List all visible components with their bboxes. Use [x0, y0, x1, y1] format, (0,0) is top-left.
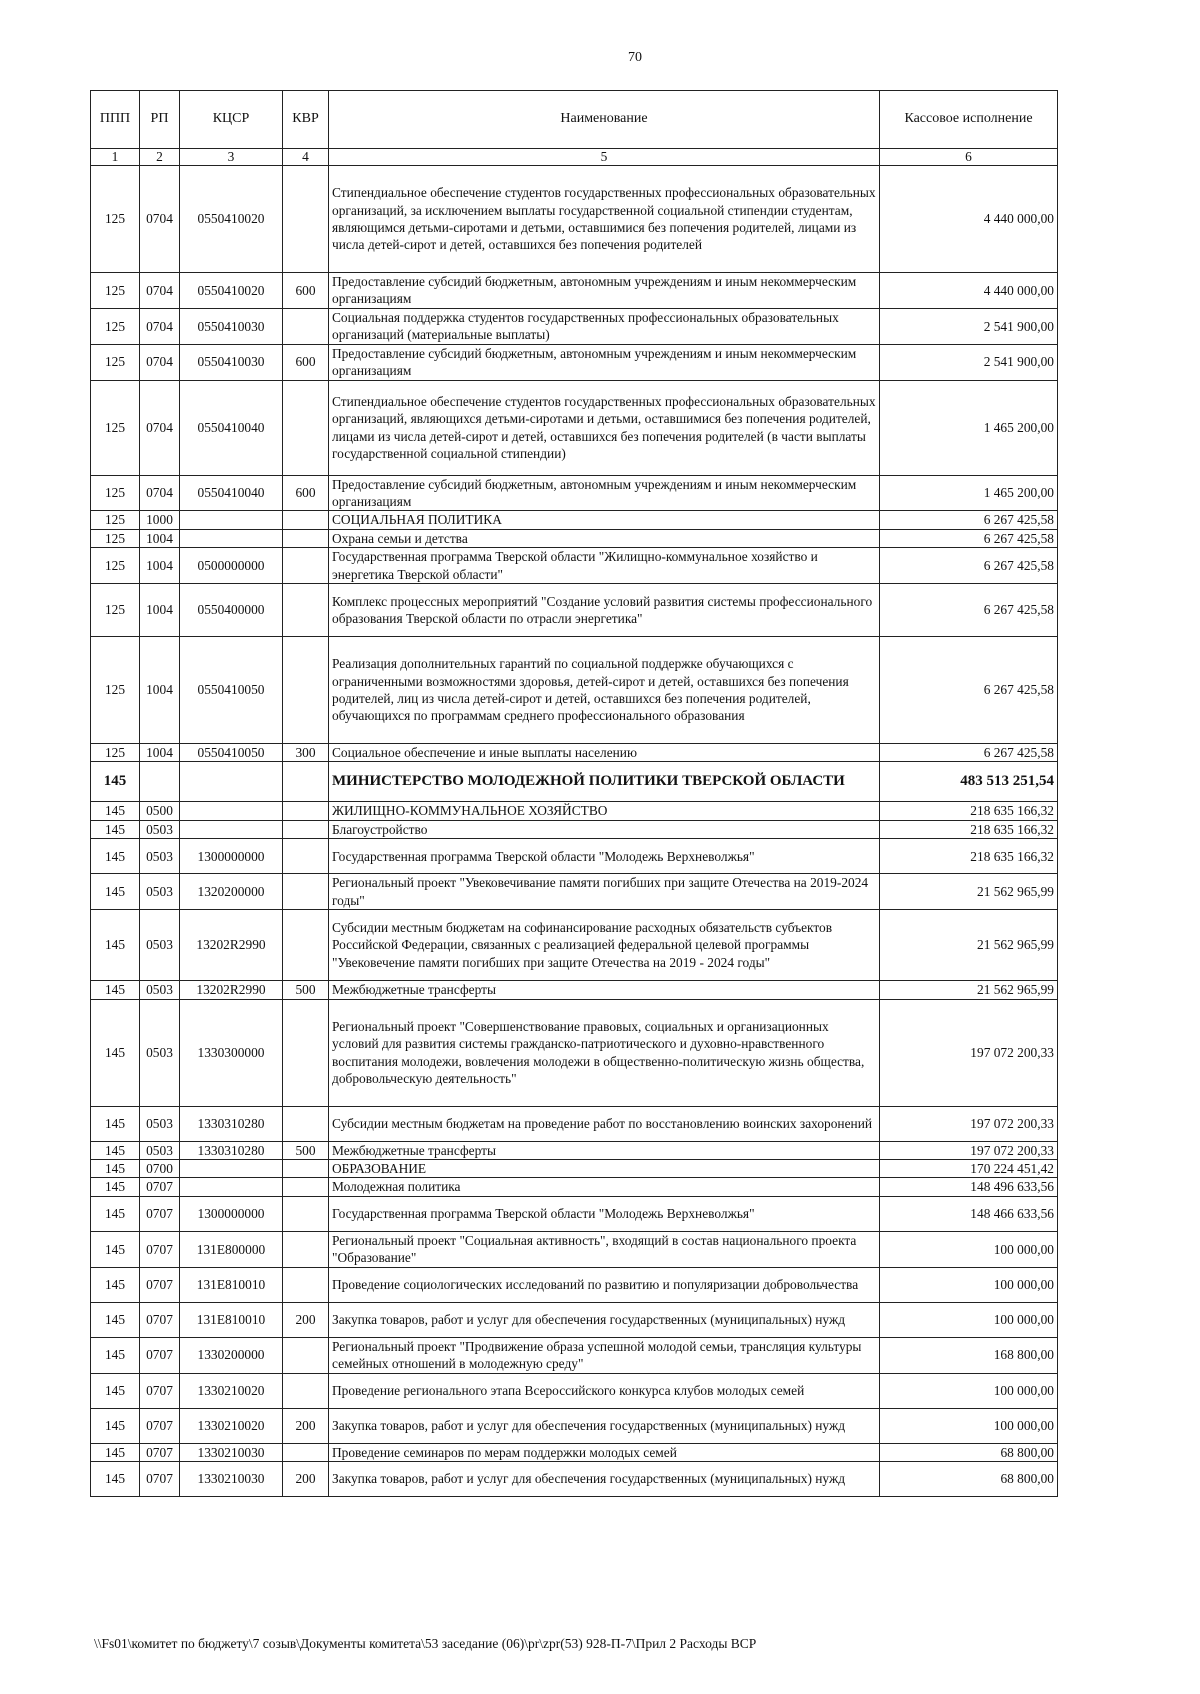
cell-name: Охрана семьи и детства — [329, 529, 880, 547]
table-row — [91, 1461, 1058, 1496]
cell-rp: 0503 — [140, 874, 180, 910]
cell-name: ОБРАЗОВАНИЕ — [329, 1160, 880, 1178]
column-number: 4 — [283, 149, 329, 166]
cell-kvr — [283, 380, 329, 475]
table-row — [91, 981, 1058, 999]
cell-ppp: 125 — [91, 529, 140, 547]
cell-kvr — [283, 910, 329, 981]
table-row — [91, 910, 1058, 981]
table-row — [91, 1443, 1058, 1461]
table-row — [91, 637, 1058, 744]
cell-kvr — [283, 1337, 329, 1373]
cell-amount: 4 440 000,00 — [880, 273, 1058, 309]
cell-name: Закупка товаров, работ и услуг для обеспечения государственных (муниципальных) нужд — [329, 1408, 880, 1443]
table-row — [91, 820, 1058, 838]
cell-kcsr: 131E800000 — [180, 1231, 283, 1267]
cell-name: Субсидии местным бюджетам на проведение работ по восстановлению воинских захоронений — [329, 1106, 880, 1141]
cell-kcsr: 0550410050 — [180, 637, 283, 744]
cell-kvr — [283, 1373, 329, 1408]
cell-amount: 100 000,00 — [880, 1373, 1058, 1408]
cell-kvr: 500 — [283, 981, 329, 999]
cell-kcsr: 1320200000 — [180, 874, 283, 910]
cell-kcsr: 0500000000 — [180, 548, 283, 584]
cell-kcsr: 1330210020 — [180, 1373, 283, 1408]
cell-amount: 6 267 425,58 — [880, 744, 1058, 762]
cell-amount: 21 562 965,99 — [880, 981, 1058, 999]
cell-rp: 0707 — [140, 1461, 180, 1496]
cell-kvr — [283, 802, 329, 820]
cell-ppp: 145 — [91, 1408, 140, 1443]
cell-kvr — [283, 166, 329, 273]
cell-rp: 0707 — [140, 1231, 180, 1267]
cell-amount: 68 800,00 — [880, 1461, 1058, 1496]
cell-kvr: 600 — [283, 344, 329, 380]
cell-rp: 1004 — [140, 548, 180, 584]
cell-rp: 0704 — [140, 344, 180, 380]
cell-name: Государственная программа Тверской области "Молодежь Верхневолжья" — [329, 1196, 880, 1231]
column-number: 5 — [329, 149, 880, 166]
cell-kvr — [283, 999, 329, 1106]
cell-amount: 6 267 425,58 — [880, 637, 1058, 744]
column-number: 2 — [140, 149, 180, 166]
cell-kcsr: 131E810010 — [180, 1302, 283, 1337]
cell-amount: 1 465 200,00 — [880, 475, 1058, 511]
cell-kvr — [283, 637, 329, 744]
cell-ppp: 145 — [91, 1267, 140, 1302]
cell-rp: 0503 — [140, 981, 180, 999]
cell-rp: 0707 — [140, 1267, 180, 1302]
cell-kvr — [283, 1106, 329, 1141]
cell-kvr: 200 — [283, 1302, 329, 1337]
table-row — [91, 802, 1058, 820]
cell-amount: 100 000,00 — [880, 1302, 1058, 1337]
table-row — [91, 166, 1058, 273]
cell-name: Комплекс процессных мероприятий "Создание условий развития системы профессионального образования Тверской области по отрасли энергетика" — [329, 584, 880, 637]
cell-amount: 100 000,00 — [880, 1408, 1058, 1443]
table-row — [91, 839, 1058, 874]
table-row — [91, 1408, 1058, 1443]
cell-kcsr — [180, 820, 283, 838]
cell-amount: 170 224 451,42 — [880, 1160, 1058, 1178]
cell-amount: 197 072 200,33 — [880, 1141, 1058, 1159]
table-row — [91, 1231, 1058, 1267]
cell-rp: 1004 — [140, 744, 180, 762]
cell-ppp: 125 — [91, 584, 140, 637]
cell-name: Социальное обеспечение и иные выплаты населению — [329, 744, 880, 762]
cell-name: Социальная поддержка студентов государственных профессиональных образовательных организаций (материальные выплаты) — [329, 308, 880, 344]
cell-kvr — [283, 1231, 329, 1267]
cell-kcsr: 0550410040 — [180, 475, 283, 511]
cell-ppp: 145 — [91, 1373, 140, 1408]
cell-kcsr: 0550400000 — [180, 584, 283, 637]
cell-amount: 100 000,00 — [880, 1267, 1058, 1302]
cell-amount: 197 072 200,33 — [880, 1106, 1058, 1141]
cell-rp: 0700 — [140, 1160, 180, 1178]
cell-amount: 68 800,00 — [880, 1443, 1058, 1461]
header-row — [91, 91, 1058, 149]
table-row — [91, 1160, 1058, 1178]
cell-kcsr — [180, 529, 283, 547]
cell-rp: 0503 — [140, 820, 180, 838]
cell-amount: 4 440 000,00 — [880, 166, 1058, 273]
cell-kcsr: 1330210020 — [180, 1408, 283, 1443]
cell-kvr — [283, 1178, 329, 1196]
cell-name: Субсидии местным бюджетам на софинансирование расходных обязательств субъектов Российской Федерации, связанных с реализацией федеральной целевой программы "Увековечение памяти погибших при защите Отечества на 2019 - 2024 годы" — [329, 910, 880, 981]
cell-ppp: 145 — [91, 1461, 140, 1496]
cell-name: Проведение регионального этапа Всероссийского конкурса клубов молодых семей — [329, 1373, 880, 1408]
page-number: 70 — [628, 50, 642, 65]
cell-kvr — [283, 529, 329, 547]
cell-kcsr: 0550410050 — [180, 744, 283, 762]
cell-ppp: 145 — [91, 762, 140, 802]
column-number: 3 — [180, 149, 283, 166]
cell-amount: 218 635 166,32 — [880, 802, 1058, 820]
cell-name: Межбюджетные трансферты — [329, 981, 880, 999]
cell-name: Закупка товаров, работ и услуг для обеспечения государственных (муниципальных) нужд — [329, 1302, 880, 1337]
table-row — [91, 1267, 1058, 1302]
header-rp: РП — [140, 91, 180, 149]
header-name: Наименование — [329, 91, 880, 149]
cell-rp: 0704 — [140, 166, 180, 273]
cell-name: Государственная программа Тверской области "Жилищно-коммунальное хозяйство и энергетика Тверской области" — [329, 548, 880, 584]
cell-amount: 6 267 425,58 — [880, 529, 1058, 547]
cell-rp: 0707 — [140, 1337, 180, 1373]
cell-kcsr: 1330310280 — [180, 1141, 283, 1159]
column-number: 1 — [91, 149, 140, 166]
cell-kvr — [283, 820, 329, 838]
cell-kvr — [283, 1160, 329, 1178]
cell-ppp: 125 — [91, 308, 140, 344]
cell-ppp: 125 — [91, 511, 140, 529]
column-number-row — [91, 149, 1058, 166]
cell-amount: 483 513 251,54 — [880, 762, 1058, 802]
cell-ppp: 145 — [91, 839, 140, 874]
cell-name: Предоставление субсидий бюджетным, автономным учреждениям и иным некоммерческим организациям — [329, 273, 880, 309]
cell-name: Региональный проект "Увековечивание памяти погибших при защите Отечества на 2019-2024 годы" — [329, 874, 880, 910]
cell-kcsr — [180, 802, 283, 820]
cell-ppp: 125 — [91, 475, 140, 511]
cell-rp: 0707 — [140, 1373, 180, 1408]
cell-kvr: 300 — [283, 744, 329, 762]
cell-rp: 0704 — [140, 380, 180, 475]
cell-kcsr: 1330300000 — [180, 999, 283, 1106]
table-row — [91, 744, 1058, 762]
cell-rp: 0503 — [140, 1141, 180, 1159]
cell-name: СОЦИАЛЬНАЯ ПОЛИТИКА — [329, 511, 880, 529]
cell-amount: 100 000,00 — [880, 1231, 1058, 1267]
cell-kvr — [283, 584, 329, 637]
cell-kcsr: 0550410030 — [180, 308, 283, 344]
cell-kcsr: 1330310280 — [180, 1106, 283, 1141]
cell-rp: 0707 — [140, 1302, 180, 1337]
cell-kvr — [283, 511, 329, 529]
cell-kvr — [283, 1443, 329, 1461]
cell-amount: 2 541 900,00 — [880, 308, 1058, 344]
cell-name: Предоставление субсидий бюджетным, автономным учреждениям и иным некоммерческим организациям — [329, 475, 880, 511]
table-row — [91, 874, 1058, 910]
header-ppp: ППП — [91, 91, 140, 149]
table-row — [91, 1302, 1058, 1337]
cell-ppp: 145 — [91, 1302, 140, 1337]
column-number: 6 — [880, 149, 1058, 166]
cell-name: Реализация дополнительных гарантий по социальной поддержке обучающихся с ограниченными возможностями здоровья, детей-сирот и детей, оставшихся без попечения родителей, лиц из числа детей-сирот и детей, оставшихся без попечения родителей, обучающихся по программам среднего профессионального образования — [329, 637, 880, 744]
cell-kcsr: 13202R2990 — [180, 910, 283, 981]
cell-name: Стипендиальное обеспечение студентов государственных профессиональных образовательных организаций, являющихся детьми-сиротами и детьми, оставшимися без попечения родителей, лицами из числа детей-сирот и детей, оставшихся без попечения родителей (в части выплаты государственной социальной стипендии) — [329, 380, 880, 475]
cell-ppp: 145 — [91, 802, 140, 820]
cell-name: Благоустройство — [329, 820, 880, 838]
cell-ppp: 145 — [91, 820, 140, 838]
cell-kvr — [283, 1196, 329, 1231]
cell-name: Стипендиальное обеспечение студентов государственных профессиональных образовательных организаций, за исключением выплаты государственной социальной стипендии студентам, являющимся детьми-сиротами и детьми, оставшимися без попечения родителей, лицами из числа детей-сирот и детей, оставшихся без попечения родителей — [329, 166, 880, 273]
cell-amount: 197 072 200,33 — [880, 999, 1058, 1106]
table-row — [91, 584, 1058, 637]
cell-ppp: 145 — [91, 981, 140, 999]
cell-name: Государственная программа Тверской области "Молодежь Верхневолжья" — [329, 839, 880, 874]
header-amount: Кассовое исполнение — [880, 91, 1058, 149]
cell-amount: 218 635 166,32 — [880, 839, 1058, 874]
cell-amount: 2 541 900,00 — [880, 344, 1058, 380]
cell-name: Молодежная политика — [329, 1178, 880, 1196]
footer-file-path: \\Fs01\комитет по бюджету\7 созыв\Документы комитета\53 заседание (06)\pr\zpr(53) 928-П-7\Прил 2 Расходы ВСР — [94, 1636, 757, 1651]
table-row — [91, 1141, 1058, 1159]
cell-ppp: 145 — [91, 1231, 140, 1267]
cell-rp: 1004 — [140, 584, 180, 637]
cell-rp: 0503 — [140, 910, 180, 981]
cell-kcsr — [180, 762, 283, 802]
cell-kvr — [283, 308, 329, 344]
table-row — [91, 511, 1058, 529]
cell-kcsr: 1300000000 — [180, 1196, 283, 1231]
cell-name: Межбюджетные трансферты — [329, 1141, 880, 1159]
cell-kvr — [283, 762, 329, 802]
cell-rp: 0503 — [140, 839, 180, 874]
table-row — [91, 1337, 1058, 1373]
cell-ppp: 125 — [91, 380, 140, 475]
cell-kcsr: 131E810010 — [180, 1267, 283, 1302]
cell-kvr: 200 — [283, 1408, 329, 1443]
cell-amount: 6 267 425,58 — [880, 584, 1058, 637]
cell-kvr — [283, 874, 329, 910]
table-row — [91, 475, 1058, 511]
cell-amount: 1 465 200,00 — [880, 380, 1058, 475]
cell-ppp: 145 — [91, 1141, 140, 1159]
cell-kvr: 600 — [283, 273, 329, 309]
cell-name: Закупка товаров, работ и услуг для обеспечения государственных (муниципальных) нужд — [329, 1461, 880, 1496]
cell-rp: 0503 — [140, 999, 180, 1106]
cell-rp: 1004 — [140, 637, 180, 744]
table-row — [91, 1373, 1058, 1408]
cell-kvr — [283, 548, 329, 584]
header-kcsr: КЦСР — [180, 91, 283, 149]
cell-kvr: 200 — [283, 1461, 329, 1496]
table-row — [91, 344, 1058, 380]
cell-rp: 0707 — [140, 1408, 180, 1443]
table-row — [91, 1196, 1058, 1231]
cell-name: Проведение социологических исследований по развитию и популяризации добровольчества — [329, 1267, 880, 1302]
cell-name: ЖИЛИЩНО-КОММУНАЛЬНОЕ ХОЗЯЙСТВО — [329, 802, 880, 820]
cell-kcsr — [180, 1160, 283, 1178]
cell-ppp: 145 — [91, 874, 140, 910]
cell-ppp: 125 — [91, 344, 140, 380]
cell-ppp: 145 — [91, 1443, 140, 1461]
cell-ppp: 145 — [91, 1337, 140, 1373]
cell-ppp: 145 — [91, 1106, 140, 1141]
cell-ppp: 125 — [91, 548, 140, 584]
cell-kcsr: 1330210030 — [180, 1461, 283, 1496]
table-row — [91, 1178, 1058, 1196]
cell-rp: 0707 — [140, 1178, 180, 1196]
cell-name: МИНИСТЕРСТВО МОЛОДЕЖНОЙ ПОЛИТИКИ ТВЕРСКОЙ ОБЛАСТИ — [329, 762, 880, 802]
cell-ppp: 145 — [91, 1196, 140, 1231]
cell-amount: 21 562 965,99 — [880, 874, 1058, 910]
cell-kcsr: 13202R2990 — [180, 981, 283, 999]
cell-ppp: 145 — [91, 1178, 140, 1196]
table-row — [91, 273, 1058, 309]
cell-ppp: 125 — [91, 273, 140, 309]
cell-amount: 168 800,00 — [880, 1337, 1058, 1373]
table-row — [91, 999, 1058, 1106]
cell-amount: 21 562 965,99 — [880, 910, 1058, 981]
table-row — [91, 762, 1058, 802]
cell-ppp: 125 — [91, 637, 140, 744]
cell-kcsr: 1300000000 — [180, 839, 283, 874]
cell-rp: 0704 — [140, 475, 180, 511]
cell-rp: 0704 — [140, 273, 180, 309]
cell-kvr — [283, 1267, 329, 1302]
cell-name: Региональный проект "Социальная активность", входящий в состав национального проекта "Образование" — [329, 1231, 880, 1267]
cell-amount: 148 496 633,56 — [880, 1178, 1058, 1196]
cell-kvr — [283, 839, 329, 874]
cell-kcsr: 0550410020 — [180, 166, 283, 273]
cell-kvr: 600 — [283, 475, 329, 511]
cell-kcsr: 0550410030 — [180, 344, 283, 380]
table-row — [91, 308, 1058, 344]
cell-name: Региональный проект "Продвижение образа успешной молодой семьи, трансляция культуры семейных отношений в молодежную среду" — [329, 1337, 880, 1373]
cell-ppp: 145 — [91, 910, 140, 981]
cell-rp — [140, 762, 180, 802]
table-body — [91, 166, 1058, 1497]
cell-name: Региональный проект "Совершенствование правовых, социальных и организационных условий для развития системы гражданско-патриотического и духовно-нравственного воспитания молодежи, вовлечения молодежи в общественно-политическую жизнь общества, добровольческую деятельность" — [329, 999, 880, 1106]
expenditure-table — [90, 90, 1058, 1497]
cell-name: Предоставление субсидий бюджетным, автономным учреждениям и иным некоммерческим организациям — [329, 344, 880, 380]
cell-kcsr: 1330200000 — [180, 1337, 283, 1373]
cell-amount: 6 267 425,58 — [880, 548, 1058, 584]
cell-ppp: 125 — [91, 166, 140, 273]
cell-rp: 1000 — [140, 511, 180, 529]
table-row — [91, 529, 1058, 547]
cell-rp: 0707 — [140, 1443, 180, 1461]
cell-rp: 0500 — [140, 802, 180, 820]
cell-rp: 1004 — [140, 529, 180, 547]
cell-ppp: 145 — [91, 999, 140, 1106]
cell-rp: 0704 — [140, 308, 180, 344]
table-row — [91, 380, 1058, 475]
cell-amount: 218 635 166,32 — [880, 820, 1058, 838]
cell-name: Проведение семинаров по мерам поддержки молодых семей — [329, 1443, 880, 1461]
cell-rp: 0707 — [140, 1196, 180, 1231]
cell-ppp: 145 — [91, 1160, 140, 1178]
table-row — [91, 1106, 1058, 1141]
cell-kcsr: 0550410040 — [180, 380, 283, 475]
cell-kcsr: 1330210030 — [180, 1443, 283, 1461]
table-row — [91, 548, 1058, 584]
cell-rp: 0503 — [140, 1106, 180, 1141]
cell-amount: 148 466 633,56 — [880, 1196, 1058, 1231]
cell-ppp: 125 — [91, 744, 140, 762]
cell-kcsr — [180, 1178, 283, 1196]
cell-amount: 6 267 425,58 — [880, 511, 1058, 529]
cell-kcsr — [180, 511, 283, 529]
cell-kvr: 500 — [283, 1141, 329, 1159]
header-kvr: КВР — [283, 91, 329, 149]
cell-kcsr: 0550410020 — [180, 273, 283, 309]
